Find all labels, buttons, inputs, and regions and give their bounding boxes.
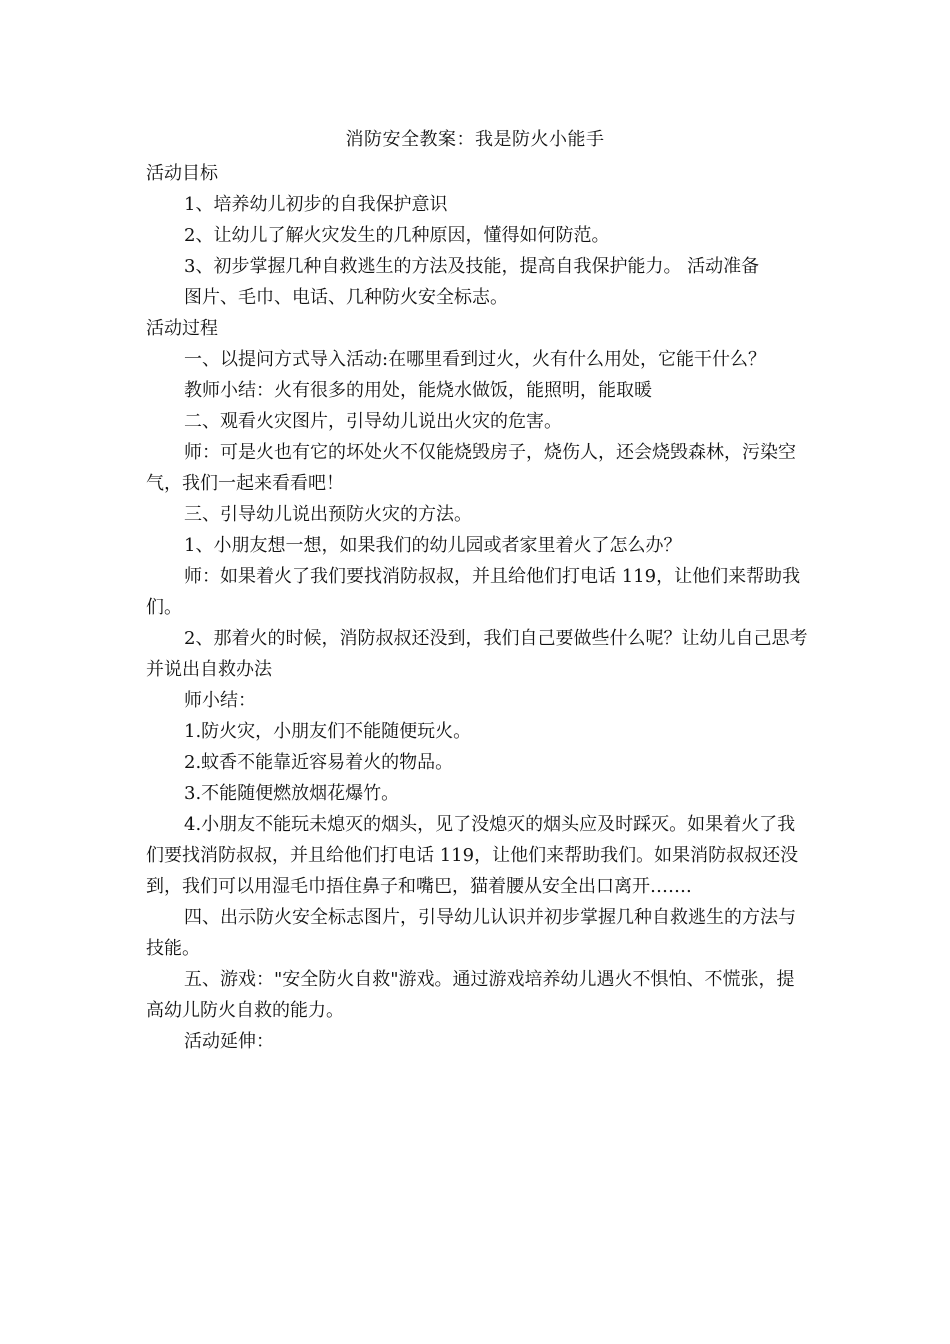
paragraph: 三、引导幼儿说出预防火灾的方法。	[184, 504, 472, 525]
section-heading-process: 活动过程	[146, 318, 218, 339]
paragraph: 2、那着火的时候，消防叔叔还没到，我们自己要做些什么呢？让幼儿自己思考并说出自救办法	[146, 628, 808, 680]
paragraph: 1、小朋友想一想，如果我们的幼儿园或者家里着火了怎么办？	[184, 535, 682, 556]
list-item: 1.防火灾，小朋友们不能随便玩火。	[184, 721, 472, 742]
paragraph: 活动延伸：	[184, 1031, 274, 1052]
list-item: 4.小朋友不能玩未熄灭的烟头，见了没熄灭的烟头应及时踩灭。如果着火了我们要找消防叔叔，并且给他们打电话 119，让他们来帮助我们。如果消防叔叔还没到，我们可以用湿毛巾捂住鼻子和嘴巴，猫着腰从安全出口离开…….	[146, 814, 799, 897]
paragraph: 2、让幼儿了解火灾发生的几种原因，懂得如何防范。	[184, 225, 610, 246]
document-body	[146, 158, 812, 1057]
document-title: 消防安全教案：我是防火小能手	[345, 129, 605, 150]
paragraph: 师：如果着火了我们要找消防叔叔，并且给他们打电话 119，让他们来帮助我们。	[146, 566, 801, 618]
list-item: 2.蚊香不能靠近容易着火的物品。	[184, 752, 454, 773]
paragraph: 二、观看火灾图片，引导幼儿说出火灾的危害。	[184, 411, 562, 432]
paragraph: 师小结：	[184, 690, 256, 711]
paragraph: 五、游戏："安全防火自救"游戏。通过游戏培养幼儿遇火不惧怕、不慌张，提高幼儿防火自救的能力。	[146, 969, 795, 1021]
paragraph: 四、出示防火安全标志图片，引导幼儿认识并初步掌握几种自救逃生的方法与技能。	[146, 907, 796, 959]
paragraph: 一、以提问方式导入活动:在哪里看到过火，火有什么用处，它能干什么？	[184, 349, 767, 370]
section-heading-goals: 活动目标	[146, 163, 218, 184]
paragraph: 图片、毛巾、电话、几种防火安全标志。	[184, 287, 508, 308]
paragraph: 师：可是火也有它的坏处火不仅能烧毁房子，烧伤人，还会烧毁森林，污染空气，我们一起来看看吧！	[146, 442, 796, 494]
paragraph: 教师小结：火有很多的用处，能烧水做饭，能照明，能取暖	[184, 380, 652, 401]
paragraph: 1、培养幼儿初步的自我保护意识	[184, 194, 448, 215]
paragraph: 3、初步掌握几种自救逃生的方法及技能，提高自我保护能力。 活动准备	[184, 256, 760, 277]
list-item: 3.不能随便燃放烟花爆竹。	[184, 783, 400, 804]
